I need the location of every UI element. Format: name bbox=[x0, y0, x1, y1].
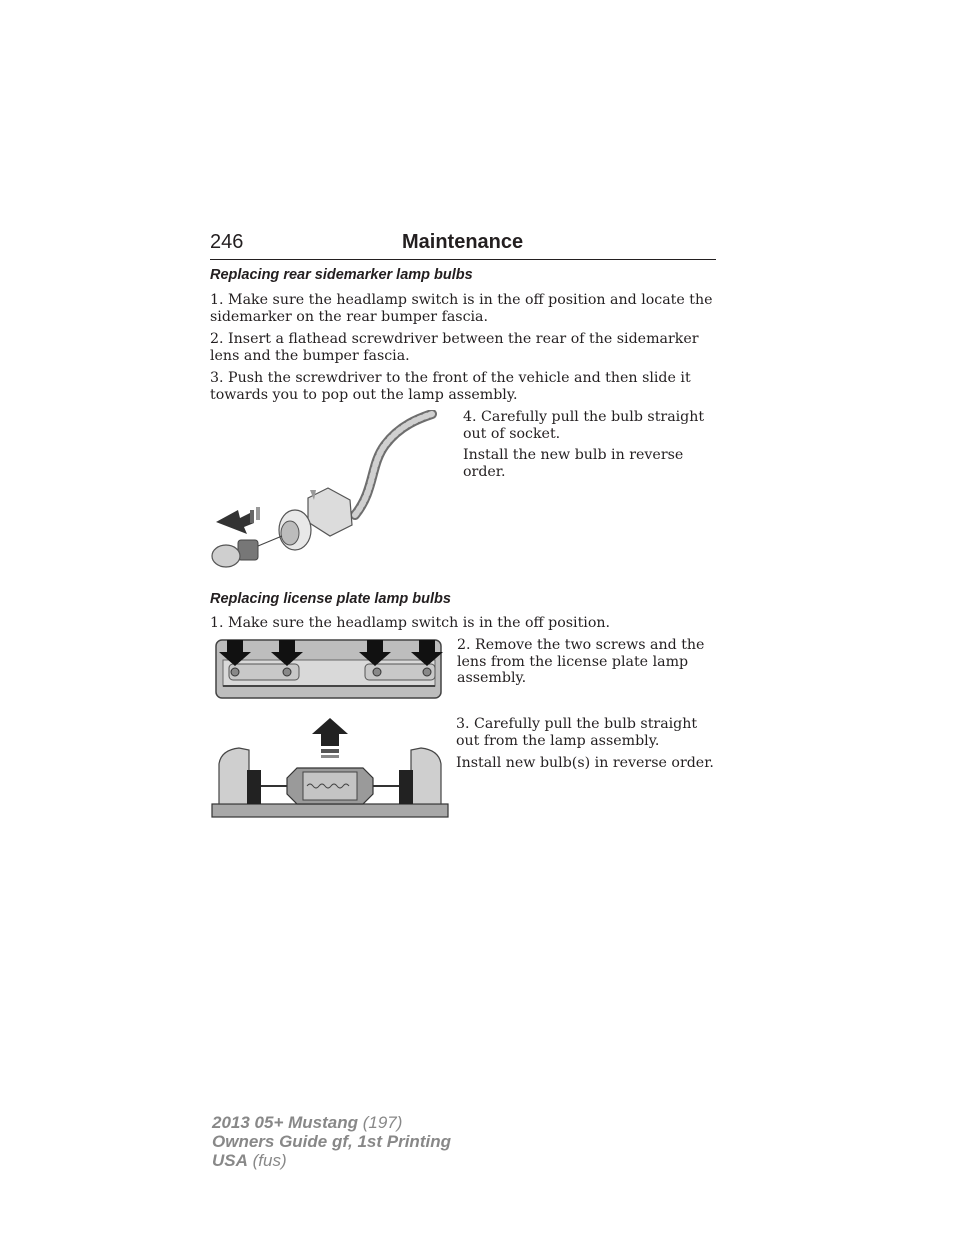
header-rule bbox=[210, 259, 716, 260]
license-plate-step-1: 1. Make sure the headlamp switch is in the off position. bbox=[210, 615, 611, 631]
license-plate-heading: Replacing license plate lamp bulbs bbox=[210, 591, 451, 607]
page-number: 246 bbox=[210, 231, 244, 253]
license-plate-step-2: 2. Remove the two screws and the lens from the license plate lamp assembly. bbox=[457, 637, 705, 686]
sidemarker-step-4: 4. Carefully pull the bulb straight out of socket. bbox=[463, 409, 705, 442]
sidemarker-install-note: Install the new bulb in reverse order. bbox=[463, 447, 684, 480]
sidemarker-step-1: 1. Make sure the headlamp switch is in the off position and locate the sidemarker on the rear bumper fascia. bbox=[210, 292, 713, 325]
footer-line-3: USA (fus) bbox=[212, 1151, 287, 1170]
sidemarker-step-2: 2. Insert a flathead screwdriver between the rear of the sidemarker lens and the bumper fascia. bbox=[210, 331, 699, 364]
license-plate-step-3: 3. Carefully pull the bulb straight out from the lamp assembly. bbox=[456, 716, 698, 749]
footer-line-1: 2013 05+ Mustang (197) bbox=[212, 1113, 403, 1132]
sidemarker-step-3: 3. Push the screwdriver to the front of the vehicle and then slide it towards you to pop out the lamp assembly. bbox=[210, 370, 691, 403]
license-lamp-lens-illustration bbox=[215, 638, 443, 702]
sidemarker-heading: Replacing rear sidemarker lamp bulbs bbox=[210, 267, 473, 283]
license-bulb-illustration bbox=[211, 716, 449, 819]
license-plate-install-note: Install new bulb(s) in reverse order. bbox=[456, 755, 714, 771]
sidemarker-bulb-illustration bbox=[210, 410, 460, 575]
section-title: Maintenance bbox=[402, 231, 524, 253]
footer-line-2: Owners Guide gf, 1st Printing bbox=[212, 1132, 451, 1151]
footer-publication-info bbox=[212, 1113, 451, 1170]
